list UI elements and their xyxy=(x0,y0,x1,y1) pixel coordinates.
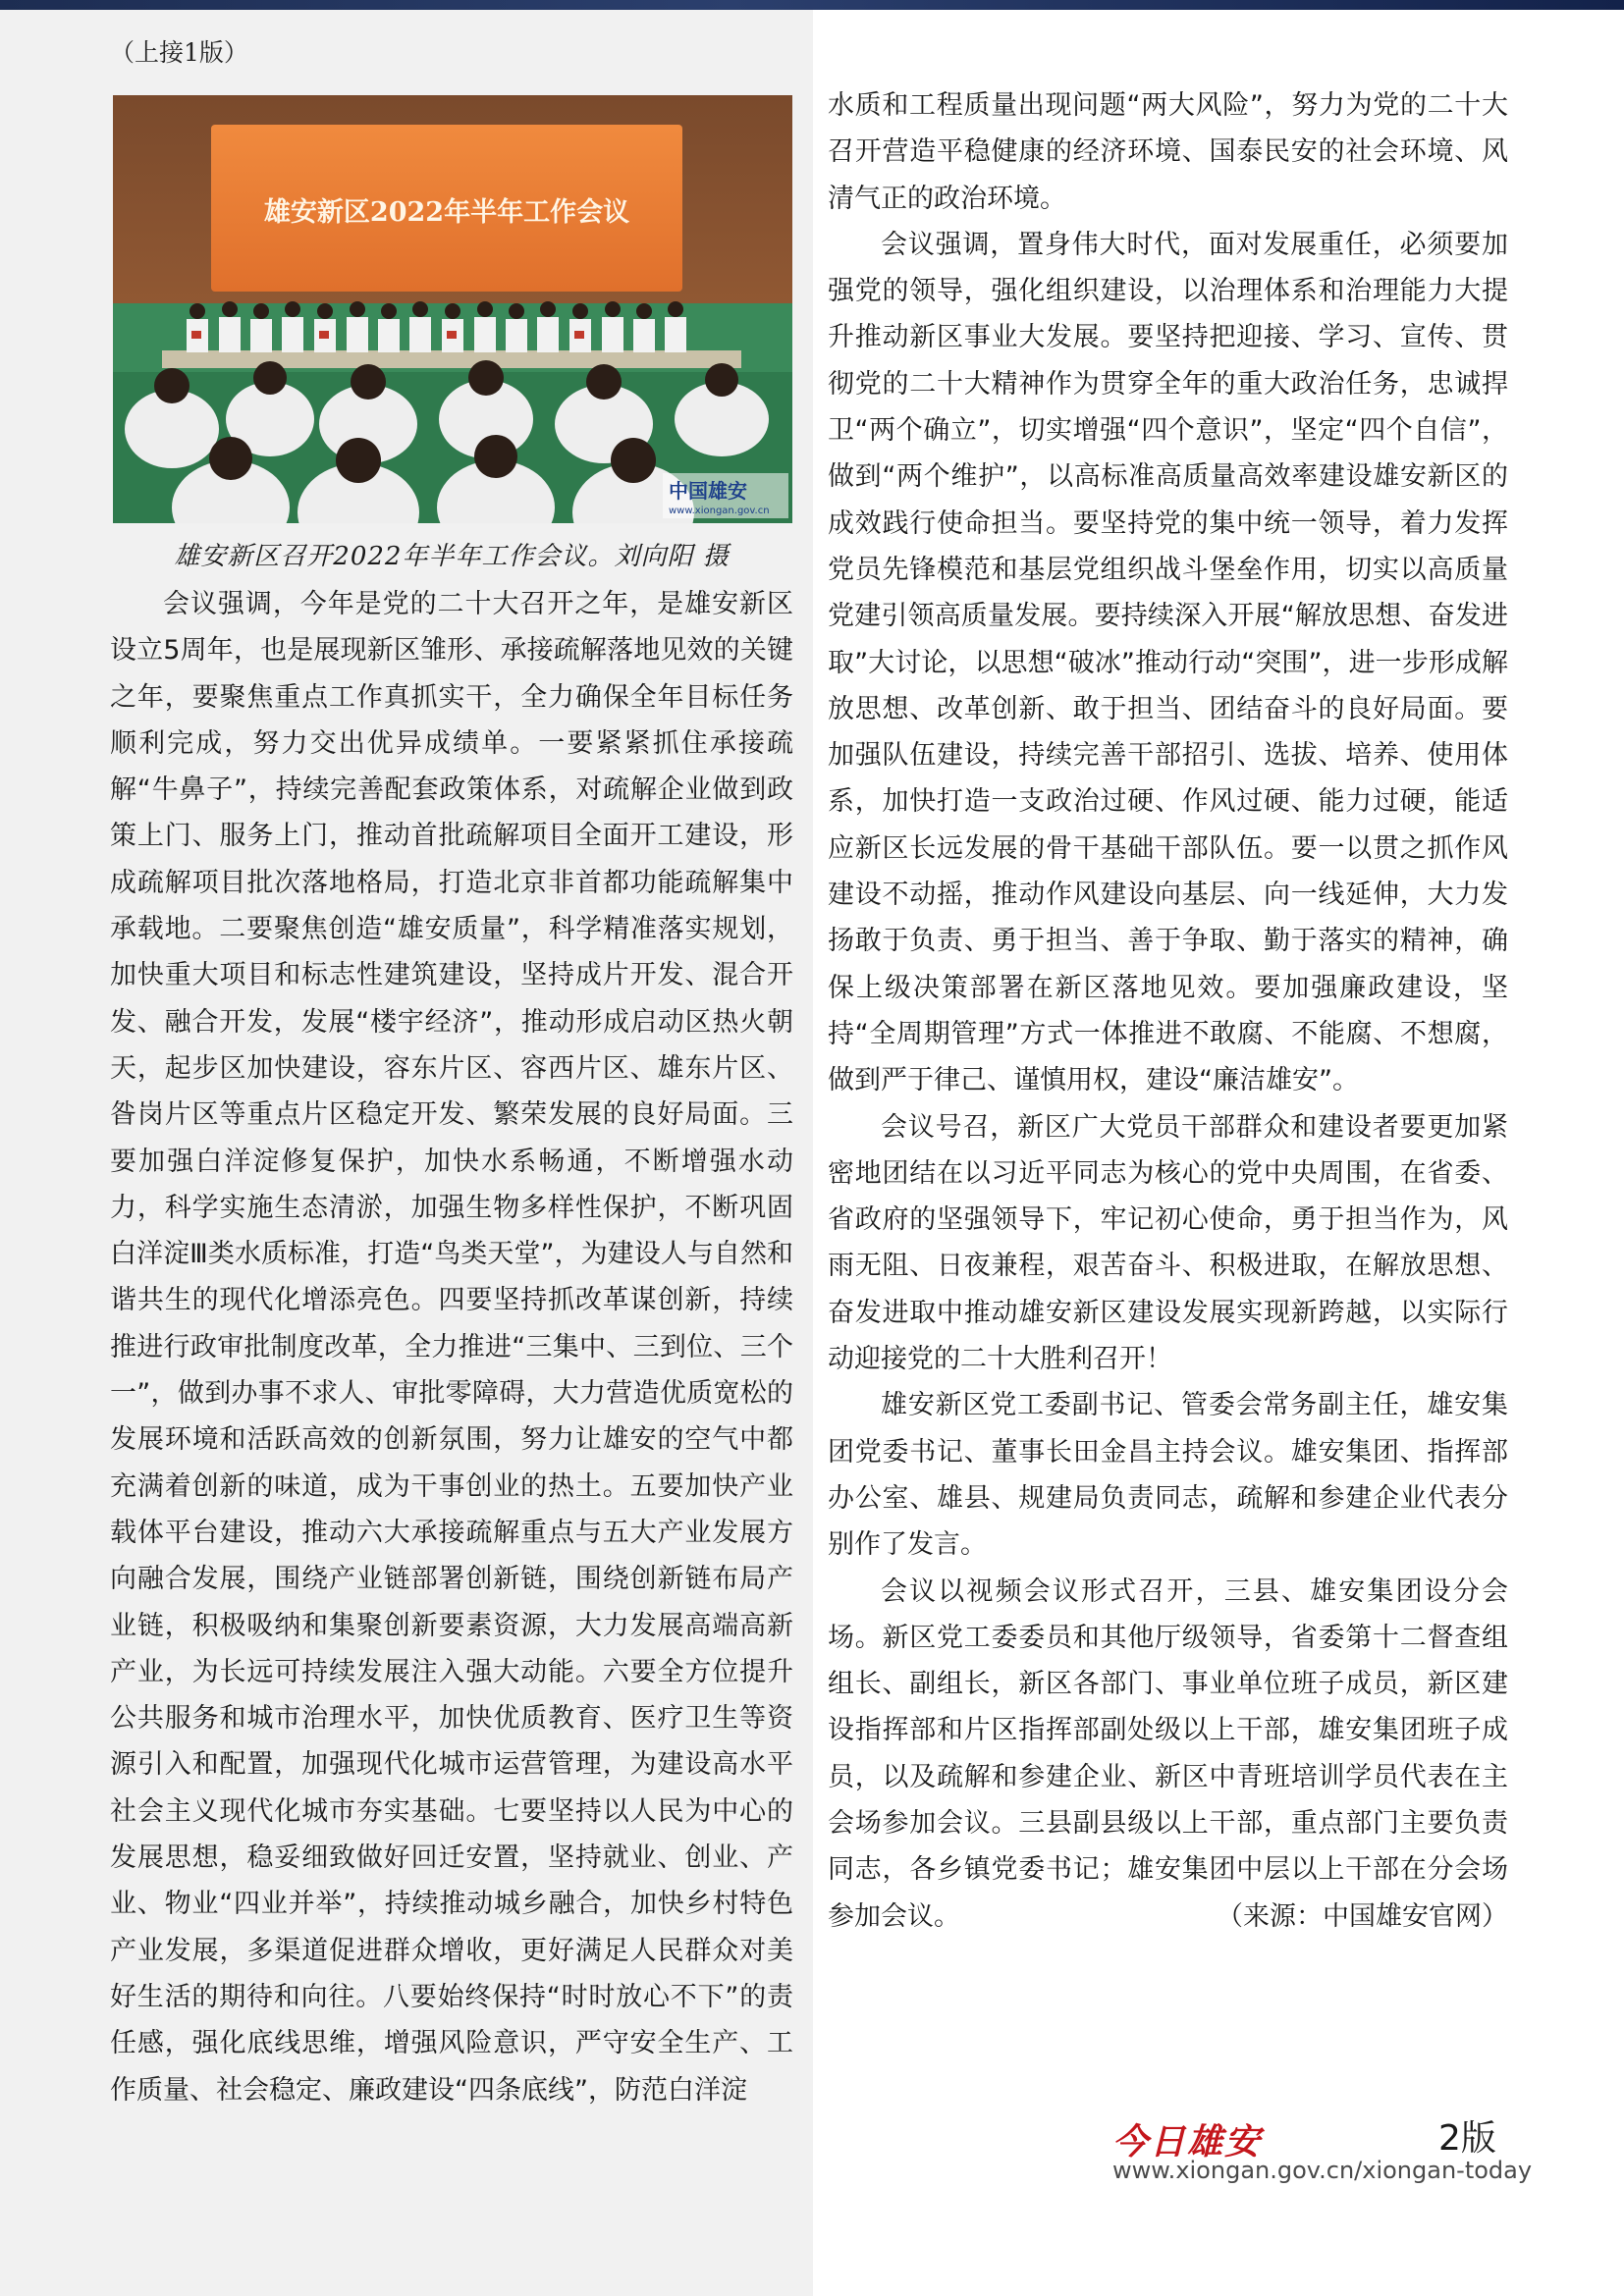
newspaper-logo: 今日雄安 xyxy=(1112,2121,1263,2163)
article-paragraph: 会议强调，置身伟大时代，面对发展重任，必须要加强党的领导，强化组织建设，以治理体系和治理能力大提升推动新区事业大发展。要坚持把迎接、学习、宣传、贯彻党的二十大精神作为贯穿全年的重大政治任务，忠诚捍卫“两个确立”，切实增强“四个意识”，坚定“四个自信”，做到“两个维护”，以高标准高质量高效率建设雄安新区的成效践行使命担当。要坚持党的集中统一领导，着力发挥党员先锋模范和基层党组织战斗堡垒作用，切实以高质量党建引领高质量发展。要持续深入开展“解放思想、奋发进取”大讨论，以思想“破冰”推动行动“突围”，进一步形成解放思想、改革创新、敢于担当、团结奋斗的良好局面。要加强队伍建设，持续完善干部招引、选拔、培养、使用体系，加快打造一支政治过硬、作风过硬、能力过硬，能适应新区长远发展的骨干基础干部队伍。要一以贯之抓作风建设不动摇，推动作风建设向基层、向一线延伸，大力发扬敢于负责、勇于担当、善于争取、勤于落实的精神，确保上级决策部署在新区落地见效。要加强廉政建设，坚持“全周期管理”方式一体推进不敢腐、不能腐、不想腐，做到严于律己、谨慎用权，建设“廉洁雄安”。 xyxy=(828,229,1508,1096)
photo-caption: 雄安新区召开2022年半年工作会议。刘向阳 摄 xyxy=(174,542,730,571)
left-article-column xyxy=(110,581,793,2112)
top-banner-bar xyxy=(0,0,1624,10)
photo-watermark-logo: 中国雄安 xyxy=(669,479,747,503)
edition-number: 2版 xyxy=(1438,2118,1496,2159)
right-article-column xyxy=(828,82,1508,1987)
article-paragraph-text: 会议以视频会议形式召开，三县、雄安集团设分会场。新区党工委委员和其他厅级领导，省委第十二督查组组长、副组长，新区各部门、事业单位班子成员，新区建设指挥部和片区指挥部副处级以上干部，雄安集团班子成员，以及疏解和参建企业、新区中青班培训学员代表在主会场参加会议。三县副县级以上干部，重点部门主要负责同志，各乡镇党委书记；雄安集团中层以上干部在分会场参加会议。 xyxy=(828,1575,1508,1932)
article-paragraph-continuation: 水质和工程质量出现问题“两大风险”，努力为党的二十大召开营造平稳健康的经济环境、国泰民安的社会环境、风清气正的政治环境。 xyxy=(828,90,1508,214)
article-paragraph: 会议强调，今年是党的二十大召开之年，是雄安新区设立5周年，也是展现新区雏形、承接疏解落地见效的关键之年，要聚焦重点工作真抓实干，全力确保全年目标任务顺利完成，努力交出优异成绩单。一要紧紧抓住承接疏解“牛鼻子”，持续完善配套政策体系，对疏解企业做到政策上门、服务上门，推动首批疏解项目全面开工建设，形成疏解项目批次落地格局，打造北京非首都功能疏解集中承载地。二要聚焦创造“雄安质量”，科学精准落实规划，加快重大项目和标志性建筑建设，坚持成片开发、混合开发、融合开发，发展“楼宇经济”，推动形成启动区热火朝天，起步区加快建设，容东片区、容西片区、雄东片区、昝岗片区等重点片区稳定开发、繁荣发展的良好局面。三要加强白洋淀修复保护，加快水系畅通，不断增强水动力，科学实施生态清淤，加强生物多样性保护，不断巩固白洋淀Ⅲ类水质标准，打造“鸟类天堂”，为建设人与自然和谐共生的现代化增添亮色。四要坚持抓改革谋创新，持续推进行政审批制度改革，全力推进“三集中、三到位、三个一”，做到办事不求人、审批零障碍，大力营造优质宽松的发展环境和活跃高效的创新氛围，努力让雄安的空气中都充满着创新的味道，成为干事创业的热土。五要加快产业载体平台建设，推动六大承接疏解重点与五大产业发展方向融合发展，围绕产业链部署创新链，围绕创新链布局产业链，积极吸纳和集聚创新要素资源，大力发展高端高新产业，为长远可持续发展注入强大动能。六要全方位提升公共服务和城市治理水平，加快优质教育、医疗卫生等资源引入和配置，加强现代化城市运营管理，为建设高水平社会主义现代化城市夯实基础。七要坚持以人民为中心的发展思想，稳妥细致做好回迁安置，坚持就业、创业、产业、物业“四业并举”，持续推动城乡融合，加快乡村特色产业发展，多渠道促进群众增收，更好满足人民群众对美好生活的期待和向往。八要始终保持“时时放心不下”的责任感，强化底线思维，增强风险意识，严守安全生产、工作质量、社会稳定、廉政建设“四条底线”，防范白洋淀 xyxy=(110,589,793,2106)
photo-watermark-url: www.xiongan.gov.cn xyxy=(669,506,770,516)
continued-from-label: （上接1版） xyxy=(110,38,248,67)
footer-url: www.xiongan.gov.cn/xiongan-today xyxy=(1112,2157,1533,2184)
article-paragraph: 会议号召，新区广大党员干部群众和建设者要更加紧密地团结在以习近平同志为核心的党中央周围，在省委、省政府的坚强领导下，牢记初心使命，勇于担当作为，风雨无阻、日夜兼程，艰苦奋斗、积极进取，在解放思想、奋发进取中推动雄安新区建设发展实现新跨越，以实际行动迎接党的二十大胜利召开！ xyxy=(828,1111,1508,1375)
source-credit: （来源：中国雄安官网） xyxy=(1217,1900,1508,1932)
stage-banner-text: 雄安新区2022年半年工作会议 xyxy=(263,197,630,228)
article-paragraph-last xyxy=(828,1569,1508,1940)
article-paragraph: 雄安新区党工委副书记、管委会常务副主任，雄安集团党委书记、董事长田金昌主持会议。雄安集团、指挥部办公室、雄县、规建局负责同志，疏解和参建企业代表分别作了发言。 xyxy=(828,1390,1508,1561)
meeting-photo xyxy=(113,95,792,523)
